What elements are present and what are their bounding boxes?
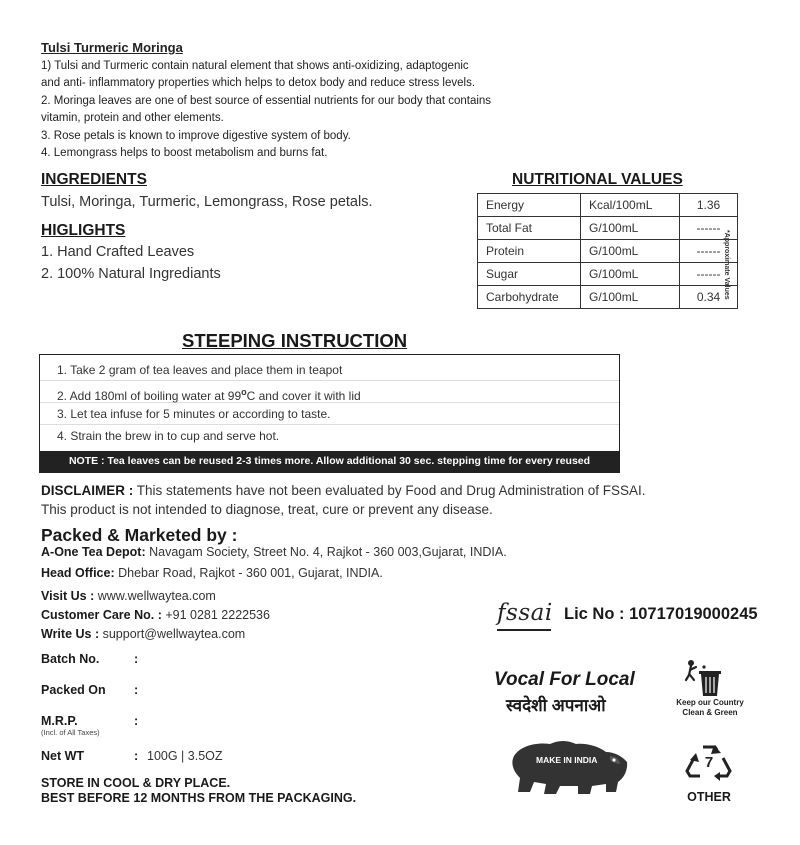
keep-line: Clean & Green [682, 708, 738, 717]
steeping-note: NOTE : Tea leaves can be reused 2-3 times more. Allow additional 30 sec. stepping time for every reused [40, 451, 619, 472]
website-link[interactable]: www.wellwaytea.com [94, 589, 216, 603]
care-line [41, 608, 270, 622]
table-row [478, 286, 738, 309]
table-row [478, 194, 738, 217]
net-wt-value: 100G | 3.5OZ [147, 749, 223, 763]
depot-value: Navagam Society, Street No. 4, Rajkot - 360 003,Gujarat, INDIA. [145, 545, 507, 559]
recycle-label: OTHER [687, 790, 731, 804]
recycle-number: 7 [704, 754, 714, 771]
approx-values-note: *Approximate Values [723, 230, 730, 300]
benefit-line: 1) Tulsi and Turmeric contain natural element that shows anti-oxidizing, adaptogenic [41, 60, 469, 72]
storage-line: STORE IN COOL & DRY PLACE. [41, 776, 231, 790]
disclaimer-label: DISCLAIMER : [41, 483, 134, 498]
office-address [41, 566, 383, 580]
make-in-india-lion-icon [506, 738, 631, 795]
table-row [478, 217, 738, 240]
net-wt-colon: : [134, 749, 139, 763]
nutrient-unit: Kcal/100mL [581, 194, 680, 217]
degree-sign: o [241, 387, 247, 397]
nutrition-heading: NUTRITIONAL VALUES [512, 171, 683, 188]
benefit-line: 3. Rose petals is known to improve digestive system of body. [41, 129, 351, 142]
batch-colon: : [134, 652, 139, 666]
steeping-step: 3. Let tea infuse for 5 minutes or according to taste. [40, 403, 619, 425]
fssai-logo: fssai [497, 600, 553, 626]
dustbin-icon [682, 658, 722, 698]
table-row [478, 240, 738, 263]
highlight-item: 2. 100% Natural Ingrediants [41, 266, 221, 282]
steeping-step: 1. Take 2 gram of tea leaves and place them in teapot [40, 359, 619, 381]
phone-number[interactable]: +91 0281 2222536 [161, 608, 270, 622]
make-in-india-text: MAKE IN INDIA [536, 755, 598, 765]
fssai-underline [497, 629, 551, 631]
nutrient-name: Total Fat [478, 217, 581, 240]
depot-label: A-One Tea Depot: [41, 545, 146, 559]
disclaimer [41, 481, 741, 519]
product-title: Tulsi Turmeric Moringa [41, 40, 183, 55]
packed-on-label: Packed On [41, 683, 106, 697]
mrp-colon: : [134, 714, 139, 728]
ingredients-text: Tulsi, Moringa, Turmeric, Lemongrass, Rose petals. [41, 194, 373, 210]
benefit-line: and anti- inflammatory properties which helps to detox body and reduce stress levels. [41, 77, 476, 90]
steeping-step: 4. Strain the brew in to cup and serve hot. [57, 429, 280, 443]
vocal-for-local: Vocal For Local [494, 669, 635, 690]
benefits-list [41, 58, 561, 162]
steeping-step [40, 381, 619, 403]
step-text-suffix: C and cover it with lid [246, 389, 361, 403]
office-value: Dhebar Road, Rajkot - 360 001, Gujarat, INDIA. [114, 566, 383, 580]
recycle-icon [683, 741, 735, 789]
step-text: 2. Add 180ml of boiling water at 99 [57, 389, 242, 403]
table-row [478, 263, 738, 286]
storage-line: BEST BEFORE 12 MONTHS FROM THE PACKAGING. [41, 790, 357, 805]
disclaimer-text: This statements have not been evaluated by Food and Drug Administration of FSSAI. [133, 483, 646, 498]
nutrient-value: ------ [680, 240, 738, 263]
nutrient-unit: G/100mL [581, 263, 680, 286]
packed-on-colon: : [134, 683, 139, 697]
keep-line: Keep our Country [676, 698, 744, 707]
nutrient-unit: G/100mL [581, 217, 680, 240]
depot-address [41, 545, 507, 559]
steeping-box [39, 354, 620, 473]
nutrient-unit: G/100mL [581, 286, 680, 309]
benefit-line: 4. Lemongrass helps to boost metabolism and burns fat. [41, 147, 328, 160]
net-wt-label: Net WT [41, 749, 85, 763]
ingredients-heading: INGREDIENTS [41, 171, 147, 188]
keep-clean-text [667, 698, 753, 718]
care-label: Customer Care No. : [41, 608, 162, 622]
highlights-heading: HIGLIGHTS [41, 222, 126, 239]
email-link[interactable]: support@wellwaytea.com [99, 627, 246, 641]
nutrient-value: 1.36 [680, 194, 738, 217]
nutrient-name: Protein [478, 240, 581, 263]
steeping-heading: STEEPING INSTRUCTION [182, 330, 408, 351]
mrp-note: (Incl. of All Taxes) [41, 728, 100, 737]
nutrient-value: ------ [680, 263, 738, 286]
nutrient-unit: G/100mL [581, 240, 680, 263]
office-label: Head Office: [41, 566, 115, 580]
nutrient-name: Carbohydrate [478, 286, 581, 309]
visit-label: Visit Us : [41, 589, 95, 603]
benefit-line: vitamin, protein and other elements. [41, 112, 224, 125]
visit-line [41, 589, 216, 603]
write-line [41, 627, 245, 641]
nutrient-value: 0.34 [680, 286, 738, 309]
steeping-steps [40, 359, 619, 447]
storage-text [41, 776, 356, 805]
nutrient-value: ------ [680, 217, 738, 240]
benefit-line: 2. Moringa leaves are one of best source of essential nutrients for our body that contains [41, 94, 492, 107]
packed-heading: Packed & Marketed by : [41, 525, 238, 545]
batch-label: Batch No. [41, 652, 100, 666]
nutrient-name: Sugar [478, 263, 581, 286]
write-label: Write Us : [41, 627, 100, 641]
nutrient-name: Energy [478, 194, 581, 217]
nutrition-table [477, 193, 738, 309]
swadeshi-apnao: स्वदेशी अपनाओ [506, 696, 606, 715]
license-number: Lic No : 10717019000245 [564, 605, 758, 623]
mrp-label: M.R.P. [41, 714, 78, 728]
disclaimer-text-2: This product is not intended to diagnose, treat, cure or prevent any disease. [41, 502, 493, 517]
highlight-item: 1. Hand Crafted Leaves [41, 244, 195, 260]
